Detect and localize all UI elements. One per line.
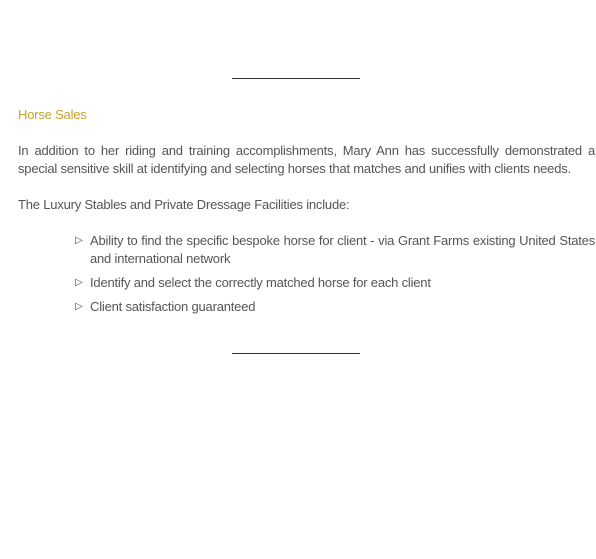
horse-sales-section xyxy=(18,106,595,322)
list-item-text: Client satisfaction guaranteed xyxy=(90,299,256,314)
triangle-bullet-icon: ▷ xyxy=(75,277,83,288)
list-item xyxy=(75,298,595,316)
triangle-bullet-icon: ▷ xyxy=(75,235,83,246)
section-heading: Horse Sales xyxy=(18,107,87,122)
list-item xyxy=(75,232,595,268)
top-divider xyxy=(232,78,360,79)
intro-paragraph: In addition to her riding and training accomplishments, Mary Ann has successfully demonstrated a special sensitive skill at identifying and selecting horses that matches and unifies with clients needs. xyxy=(18,143,595,176)
list-item-text: Identify and select the correctly matched horse for each client xyxy=(90,275,431,290)
feature-list xyxy=(18,232,595,316)
triangle-bullet-icon: ▷ xyxy=(75,301,83,312)
bottom-divider xyxy=(232,353,360,354)
list-item xyxy=(75,274,595,292)
list-item-text: Ability to find the specific bespoke horse for client - via Grant Farms existing United States and international network xyxy=(90,233,595,266)
lead-in-paragraph: The Luxury Stables and Private Dressage Facilities include: xyxy=(18,197,350,212)
